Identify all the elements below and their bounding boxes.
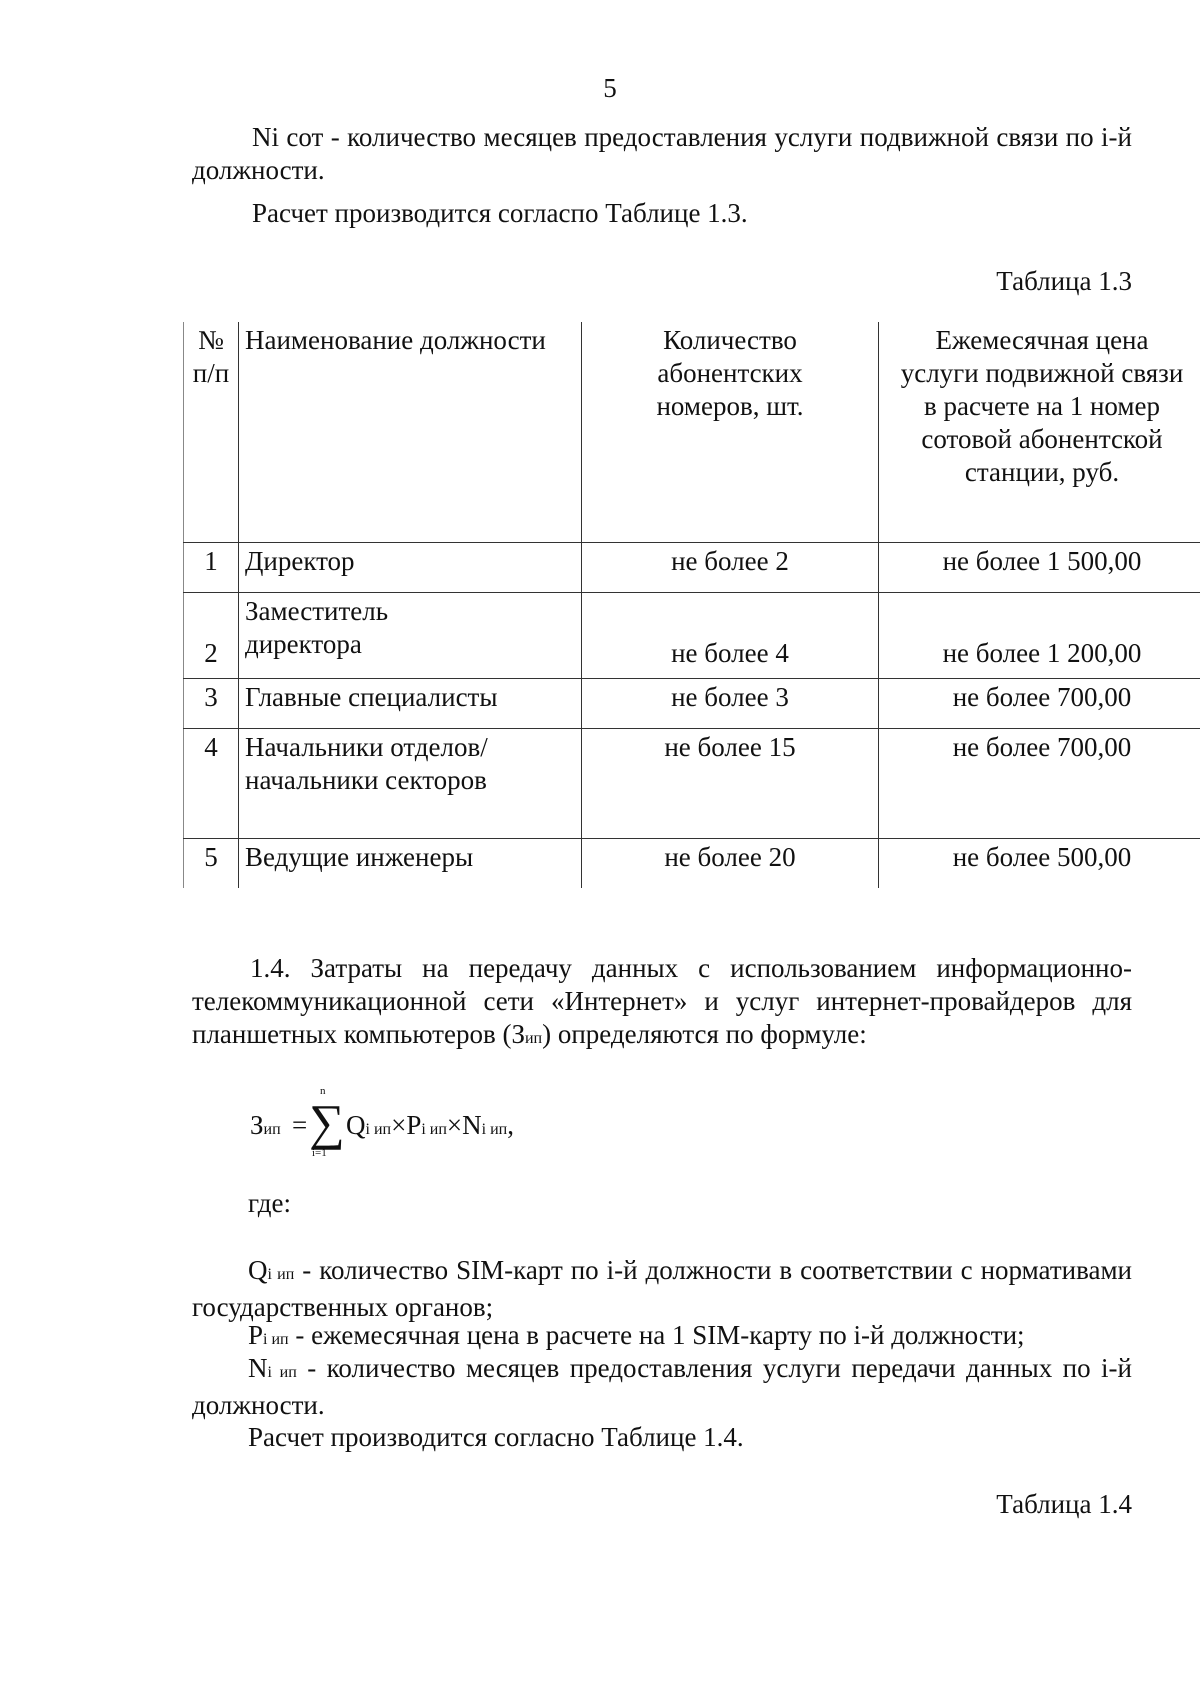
row-name: Главные специалисты	[239, 678, 582, 728]
def-p: Pi ип - ежемесячная цена в расчете на 1 SIM-карту по i-й должности;	[248, 1320, 1025, 1350]
row-num: 5	[184, 838, 239, 888]
row-qty: не более 3	[582, 678, 879, 728]
table-1-3	[183, 322, 1200, 888]
formula-rhs: Qi ип×Pi ип×Ni ип,	[346, 1110, 514, 1140]
row-name: Директор	[239, 542, 582, 592]
sigma-icon: ∑	[309, 1094, 345, 1150]
section-1-4-text-a: 1.4. Затраты на передачу данных с использованием информационно-телекоммуникационной сети «Интернет» и услуг интернет-провайдеров для планшетных компьютеров (З	[192, 953, 1132, 1049]
row-price: не более 1 500,00	[879, 542, 1200, 592]
formula-sum-bottom: i=1	[312, 1147, 327, 1159]
row-qty: не более 20	[582, 838, 879, 888]
row-price: не более 500,00	[879, 838, 1200, 888]
row-num: 2	[184, 592, 239, 678]
header-name: Наименование должности	[239, 322, 582, 542]
table-row	[184, 542, 1200, 592]
table-1-4-caption: Таблица 1.4	[996, 1489, 1132, 1519]
formula-eq: =	[292, 1110, 308, 1140]
row-qty: не более 4	[582, 592, 879, 678]
row-name: Начальники отделов/начальники секторов	[239, 728, 582, 838]
formula-lhs: Зип	[250, 1110, 281, 1140]
table-header-row	[184, 322, 1200, 542]
header-num: № п/п	[184, 322, 239, 542]
table-row	[184, 678, 1200, 728]
row-num: 1	[184, 542, 239, 592]
def-q: Qi ип - количество SIM-карт по i-й должности в соответствии с нормативами государственных органов;	[192, 1255, 1132, 1322]
formula	[250, 1085, 650, 1165]
row-name: Ведущие инженеры	[239, 838, 582, 888]
row-price: не более 700,00	[879, 678, 1200, 728]
table-1-3-caption: Таблица 1.3	[996, 266, 1132, 296]
ni-definition: Ni сот - количество месяцев предоставления услуги подвижной связи по i-й должности.	[192, 122, 1132, 185]
header-price: Ежемесячная цена услуги подвижной связи в расчете на 1 номер сотовой абонентской станции, руб.	[879, 322, 1200, 542]
section-1-4-text-b: ) определяются по формуле:	[542, 1019, 867, 1049]
row-price: не более 700,00	[879, 728, 1200, 838]
row-name: Заместитель директора	[239, 592, 582, 678]
table-row	[184, 838, 1200, 888]
row-num: 3	[184, 678, 239, 728]
formula-sum-top: n	[320, 1085, 326, 1097]
header-qty: Количество абонентских номеров, шт.	[582, 322, 879, 542]
page-number: 5	[603, 73, 617, 103]
row-qty: не более 15	[582, 728, 879, 838]
row-qty: не более 2	[582, 542, 879, 592]
table-row	[184, 592, 1200, 678]
section-1-4-paragraph	[192, 952, 1132, 1055]
row-num: 4	[184, 728, 239, 838]
section-1-4-text-sub: ип	[524, 1030, 543, 1047]
where-label: где:	[248, 1188, 291, 1218]
table-row	[184, 728, 1200, 838]
row-price: не более 1 200,00	[879, 592, 1200, 678]
def-n: Ni ип - количество месяцев предоставления услуги передачи данных по i-й должности.	[192, 1353, 1133, 1420]
calc-note-1-4: Расчет производится согласно Таблице 1.4.	[248, 1422, 744, 1452]
calc-note-1-3: Расчет производится согласпо Таблице 1.3.	[252, 198, 748, 228]
